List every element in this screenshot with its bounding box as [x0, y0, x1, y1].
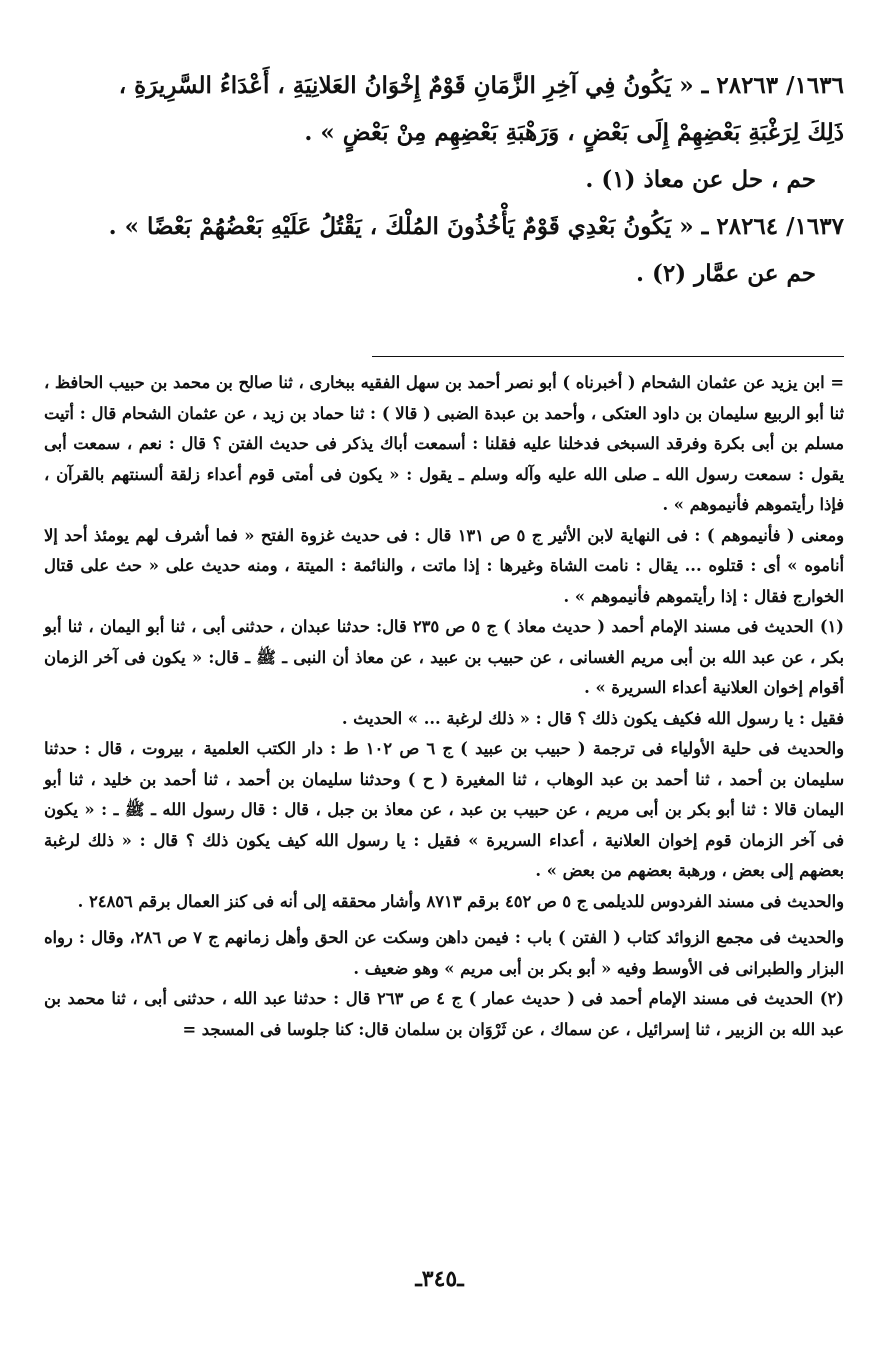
footnote-continuation-1: = ابن يزيد عن عثمان الشحام ( أخبرناه ) أبو نصر أحمد بن سهل الفقيه ببخارى ، ثنا صالح بن محمد بن حبيب الحافظ ، ثنا أبو الربيع سليمان بن داود العتكى ، وأحمد بن عبدة الضبى ( قالا ) : ثنا حماد بن زيد ، عن عثمان الشحام قال : أتيت مسلم بن أبى بكرة وفرقد السبخى فدخلنا عليه فقلنا : أسمعت أباك يذكر فى حديث الفتن ؟ قال : نعم ، سمعت أبى يقول : سمعت رسول الله ـ صلى الله عليه وآله وسلم ـ يقول : « يكون فى أمتى قوم أعداء زلقة ألسنتهم بالقرآن ، فإذا رأيتموهم فأنيموهم » .: [44, 373, 844, 514]
main-hadith-text: [44, 62, 844, 297]
book-page: [44, 62, 844, 1039]
footnote-1-paragraph-5: والحديث فى مجمع الزوائد كتاب ( الفتن ) باب : فيمن داهن وسكت عن الحق وأهل زمانهم ج ٧ ص ٢٨٦، وقال : رواه البزار والطبرانى فى الأوسط وفيه « أبو بكر بن أبى مريم » وهو ضعيف .: [44, 928, 844, 978]
footnote-1-paragraph-2: فقيل : يا رسول الله فكيف يكون ذلك ؟ قال : « ذلك لرغبة ... » الحديث .: [341, 708, 844, 728]
footnote-1-paragraph-1: (١) الحديث فى مسند الإمام أحمد ( حديث معاذ ) ج ٥ ص ٢٣٥ قال: حدثنا عبدان ، حدثنى أبى ، ثنا أبو اليمان ، ثنا أبو بكر ، عن عبد الله بن أبى مريم الغسانى ، عن حبيب بن عبيد ، عن معاذ أن النبى ـ ﷺ ـ قال: « يكون فى آخر الزمان أقوام إخوان العلانية أعداء السريرة » .: [44, 617, 844, 697]
footnote-divider: [372, 356, 844, 357]
hadith-1637-source: حم عن عمَّار (٢) .: [635, 260, 816, 287]
hadith-1636-line-1: ١٦٣٦/ ٢٨٢٦٣ ـ « يَكُونُ فِي آخِرِ الزَّمَانِ قَوْمٌ إِخْوَانُ العَلانِيَةِ ، أَعْدَاءُ السَّرِيرَةِ ،: [118, 72, 844, 99]
footnote-1-paragraph-4: والحديث فى مسند الفردوس للديلمى ج ٥ ص ٤٥٢ برقم ٨٧١٣ وأشار محققه إلى أنه فى كنز العمال برقم ٢٤٨٥٦ .: [77, 891, 844, 911]
hadith-1637-line-1: ١٦٣٧/ ٢٨٢٦٤ ـ « يَكُونُ بَعْدِي قَوْمٌ يَأْخُذُونَ المُلْكَ ، يَقْتُلُ عَلَيْهِ بَعْضُهُمْ بَعْضًا » .: [108, 213, 844, 240]
footnote-1-paragraph-3: والحديث فى حلية الأولياء فى ترجمة ( حبيب بن عبيد ) ج ٦ ص ١٠٢ ط : دار الكتب العلمية ، بيروت ، قال : حدثنا سليمان بن أحمد ، ثنا أحمد بن عبد الوهاب ، ثنا المغيرة ( ح ) وحدثنا سليمان بن أحمد ، ثنا أحمد بن خليد ، ثنا أبو اليمان قالا : ثنا أبو بكر بن أبى مريم ، عن حبيب بن عبد ، عن معاذ بن جبل ، قال : قال رسول الله ـ ﷺ ـ : « يكون فى آخر الزمان قوم إخوان العلانية ، أعداء السريرة » فقيل : يا رسول الله كيف يكون ذلك ؟ قال : « ذلك لرغبة بعضهم إلى بعض ، ورهبة بعضهم من بعض » .: [44, 739, 844, 880]
hadith-1636-source: حم ، حل عن معاذ (١) .: [585, 166, 816, 193]
footnote-continuation-2: ومعنى ( فأنيموهم ) : فى النهاية لابن الأثير ج ٥ ص ١٣١ قال : فى حديث غزوة الفتح « فما أشرف لهم يومئذ أحد إلا أناموه » أى : قتلوه ... يقال : نامت الشاة وغيرها : إذا ماتت ، والنائمة : الميتة ، ومنه حديث على « حث على قتال الخوارج فقال : إذا رأيتموهم فأنيموهم » .: [44, 525, 844, 606]
footnote-2-paragraph-1: (٢) الحديث فى مسند الإمام أحمد فى ( حديث عمار ) ج ٤ ص ٢٦٣ قال : حدثنا عبد الله ، حدثنى أبى ، ثنا محمد بن عبد الله بن الزبير ، ثنا إسرائيل ، عن سماك ، عن ثَرْوَان بن سلمان قال: كنا جلوسا فى المسجد =: [44, 989, 844, 1039]
footnotes-section: [44, 368, 844, 1045]
page-number: ـ٣٤٥ـ: [415, 1266, 464, 1292]
hadith-1636-line-2: ذَلِكَ لِرَغْبَةِ بَعْضِهِمْ إِلَى بَعْضٍ ، وَرَهْبَةِ بَعْضِهِم مِنْ بَعْضٍ » .: [304, 119, 844, 146]
